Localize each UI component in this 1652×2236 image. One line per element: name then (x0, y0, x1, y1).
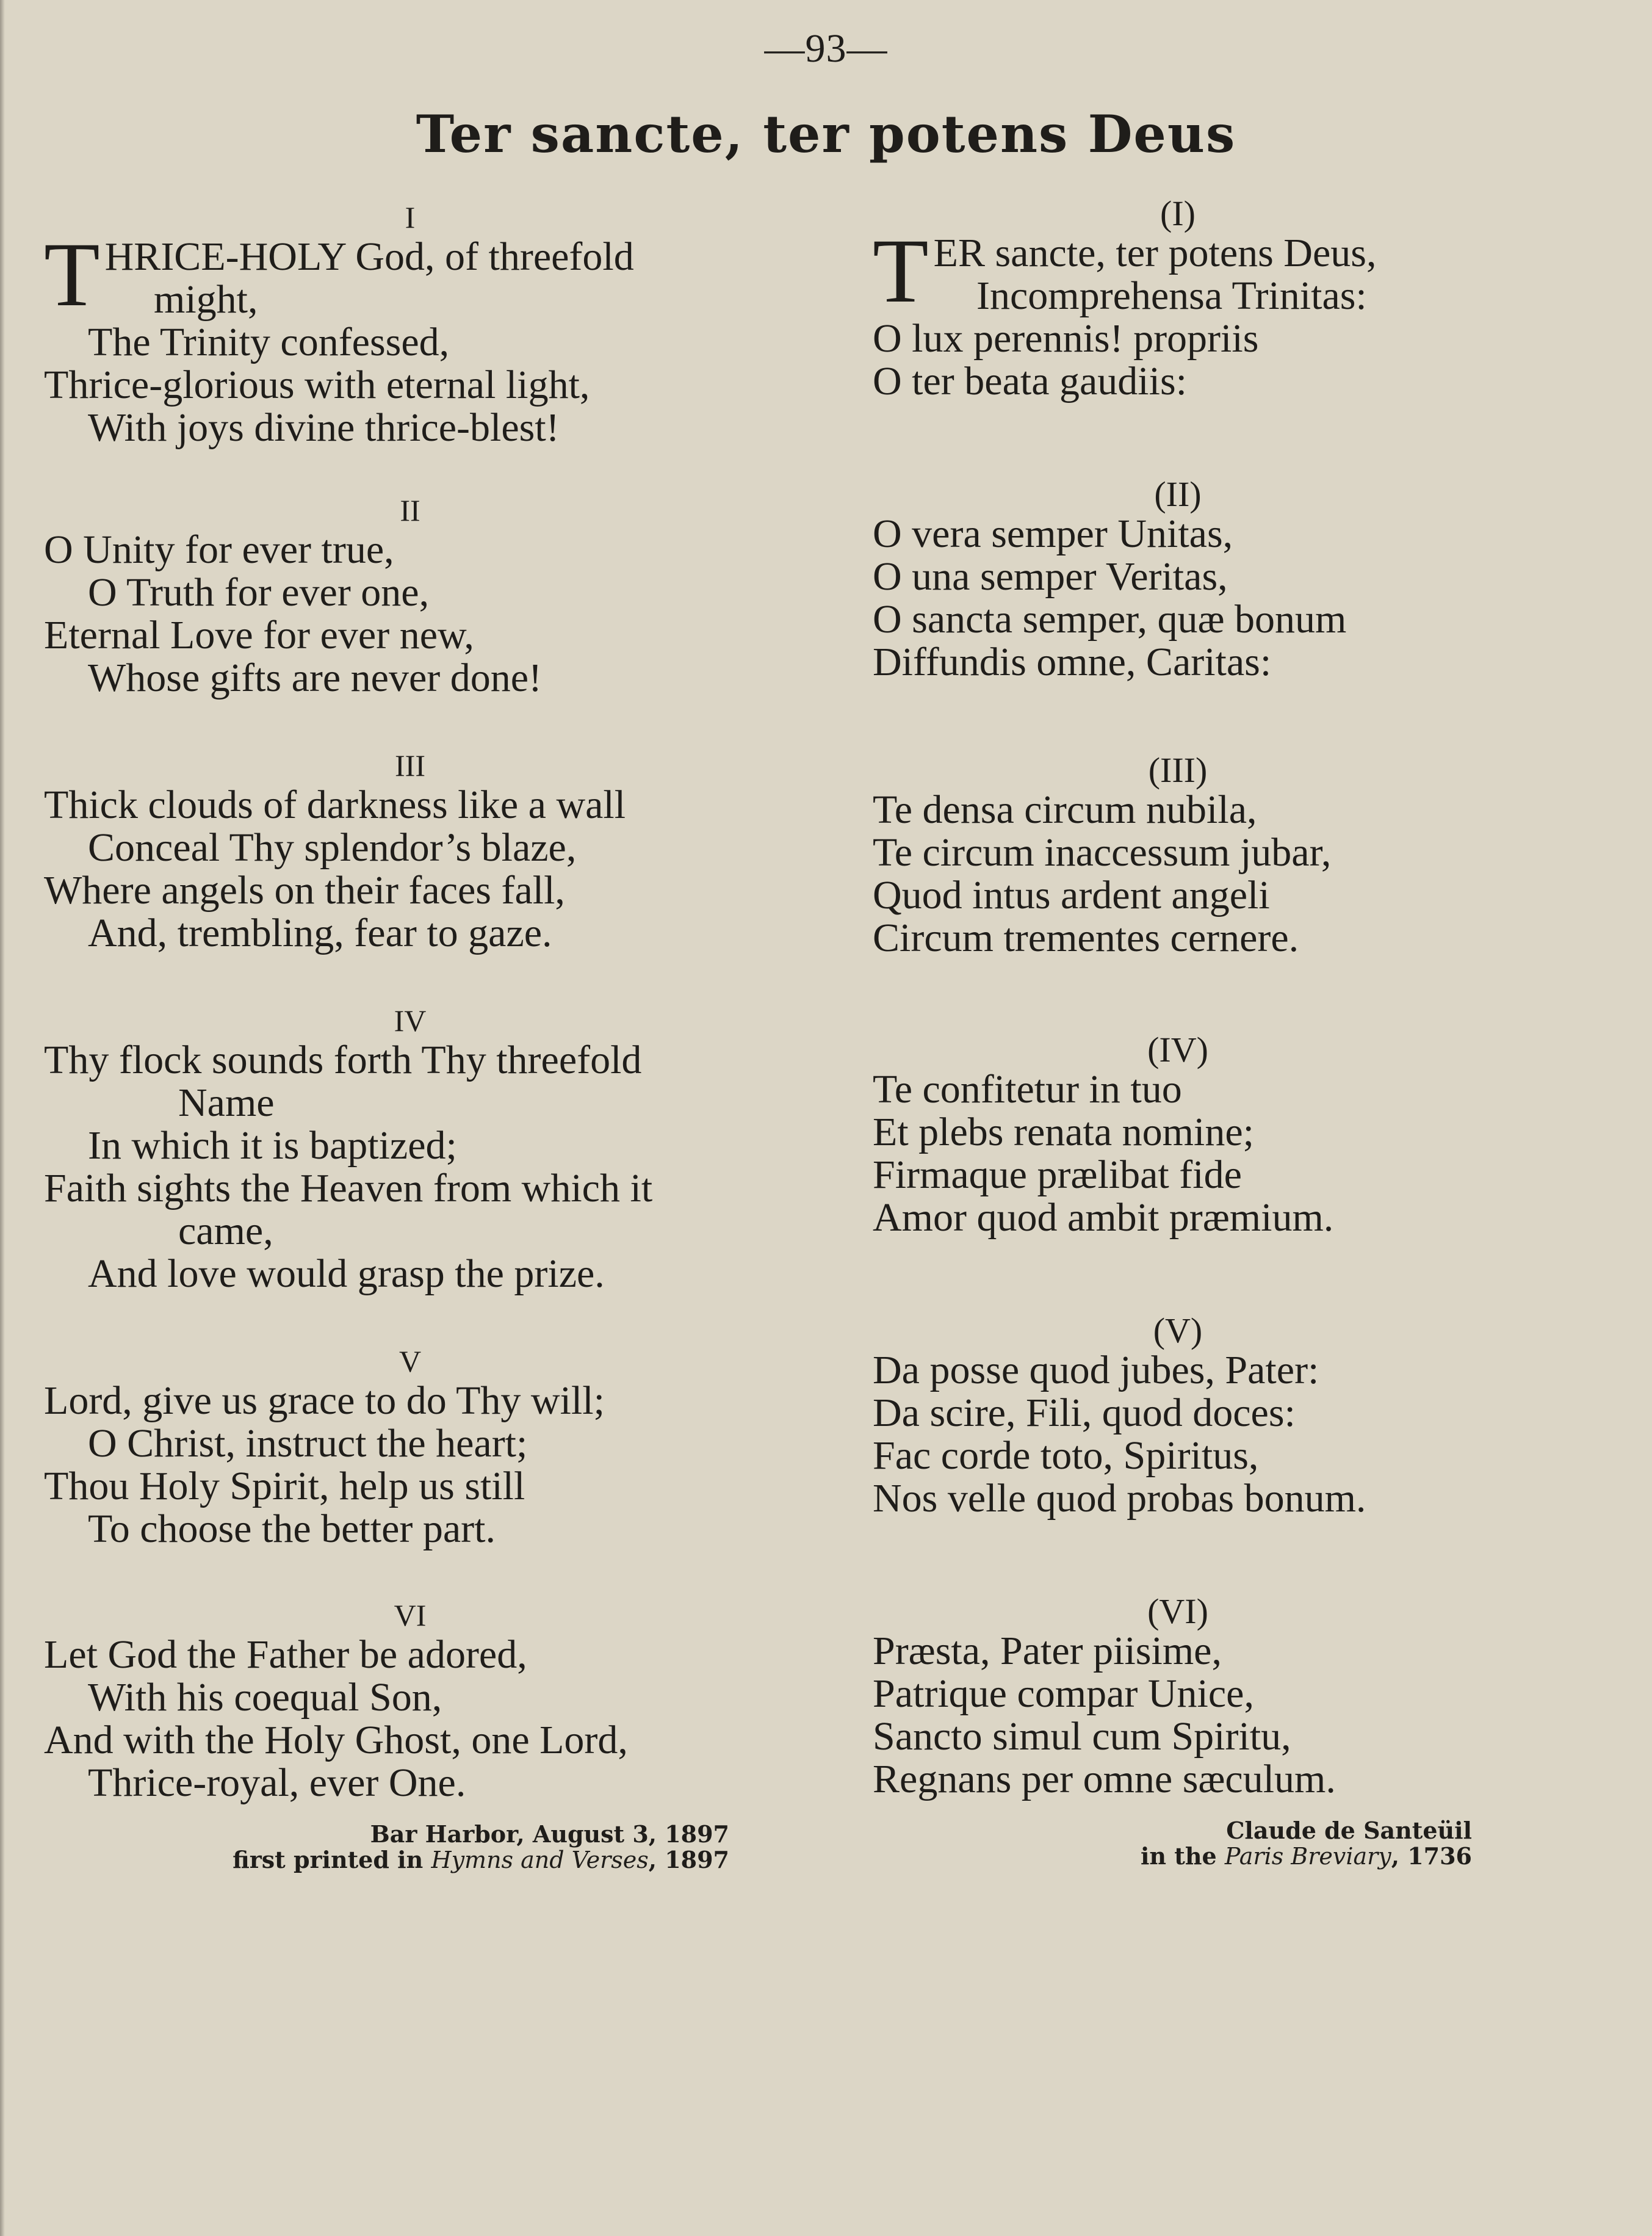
verse-line: Quod intus ardent angeli (873, 873, 1270, 917)
verse-line: And, trembling, fear to gaze. (88, 911, 552, 955)
stanza-numeral: V (399, 1344, 422, 1378)
latin-stanza-6 (873, 1593, 1562, 1801)
stanza-numeral: (III) (1148, 750, 1208, 790)
verse-line: Thick clouds of darkness like a wall (44, 783, 626, 827)
verse-line: Whose gifts are never done! (88, 656, 543, 700)
verse-line: Da scire, Fili, quod doces: (873, 1391, 1296, 1435)
verse-line: O sancta semper, quæ bonum (873, 597, 1347, 642)
drop-cap: T (873, 220, 929, 322)
verse-line: Circum trementes cernere. (873, 916, 1299, 960)
verse-line: Nos velle quod probas bonum. (873, 1476, 1366, 1521)
verse-line: With his coequal Son, (88, 1675, 442, 1720)
verse-line: O Truth for ever one, (88, 570, 430, 615)
verse-line: O lux perennis! propriis (873, 316, 1259, 361)
stanza-numeral: (V) (1153, 1311, 1203, 1350)
latin-stanza-4 (873, 1032, 1562, 1239)
verse-line: Firmaque prælibat fide (873, 1152, 1242, 1197)
attribution-source: first printed in Hymns and Verses, 1897 (233, 1846, 729, 1873)
verse-line: Te densa circum nubila, (873, 787, 1257, 832)
verse-line: O ter beata gaudiis: (873, 359, 1187, 403)
verse-line: O Unity for ever true, (44, 527, 394, 572)
verse-line: Thy flock sounds forth Thy threefold (44, 1038, 642, 1082)
english-stanza-2 (44, 492, 795, 700)
stanza-numeral: (VI) (1147, 1591, 1208, 1631)
verse-line: Where angels on their faces fall, (44, 868, 565, 913)
verse-line: Amor quod ambit præmium. (873, 1195, 1334, 1240)
verse-line: And love would grasp the prize. (88, 1251, 605, 1296)
verse-line: Thou Holy Spirit, help us still (44, 1464, 525, 1508)
page-edge (0, 0, 5, 2236)
verse-line: Diffundis omne, Caritas: (873, 640, 1272, 684)
drop-cap: T (44, 224, 100, 325)
attribution-source: in the Paris Breviary, 1736 (1140, 1842, 1472, 1870)
verse-line-text: ER sancte, ter potens Deus, (933, 231, 1377, 275)
english-stanza-3 (44, 747, 795, 955)
latin-stanza-1 (873, 195, 1562, 403)
english-stanza-1 (44, 199, 795, 449)
verse-line: might, (154, 277, 258, 322)
hymn-title: Ter sancte, ter potens Deus (416, 104, 1236, 164)
stanza-numeral: VI (394, 1598, 427, 1632)
stanza-numeral: I (405, 200, 416, 234)
stanza-numeral: (IV) (1147, 1030, 1208, 1069)
verse-line: Præsta, Pater piisime, (873, 1629, 1222, 1673)
verse-line: Thrice-royal, ever One. (88, 1760, 466, 1805)
verse-line: Et plebs renata nomine; (873, 1110, 1254, 1154)
verse-line: Te circum inaccessum jubar, (873, 830, 1332, 875)
verse-line: In which it is baptized; (88, 1123, 457, 1168)
verse-line: And with the Holy Ghost, one Lord, (44, 1718, 628, 1762)
english-stanza-4 (44, 1002, 795, 1295)
attribution-author: Claude de Santeüil (1226, 1817, 1472, 1844)
verse-line: Regnans per omne sæculum. (873, 1757, 1336, 1801)
verse-line: Let God the Father be adored, (44, 1632, 527, 1677)
page-number: —93— (764, 26, 888, 71)
english-stanza-5 (44, 1343, 795, 1550)
stanza-numeral: III (395, 748, 425, 783)
stanza-numeral: (II) (1154, 474, 1202, 514)
verse-line-text: HRICE-HOLY God, of threefold (104, 234, 634, 279)
latin-attribution (1037, 1818, 1472, 1869)
latin-stanza-2 (873, 476, 1562, 684)
verse-line: Fac corde toto, Spiritus, (873, 1433, 1259, 1478)
english-stanza-6 (44, 1597, 795, 1804)
verse-line: Conceal Thy splendor’s blaze, (88, 825, 577, 870)
verse-line: came, (178, 1209, 273, 1253)
stanza-numeral: IV (394, 1004, 427, 1038)
verse-line: To choose the better part. (88, 1507, 496, 1551)
verse-line: O una semper Veritas, (873, 554, 1228, 599)
verse-line: Sancto simul cum Spiritu, (873, 1714, 1291, 1759)
attribution-place-date: Bar Harbor, August 3, 1897 (370, 1820, 729, 1848)
verse-line: Incomprehensa Trinitas: (976, 273, 1367, 318)
verse-line: With joys divine thrice-blest! (88, 405, 560, 450)
verse-line: Lord, give us grace to do Thy will; (44, 1378, 605, 1423)
verse-line: O vera semper Unitas, (873, 512, 1233, 556)
latin-stanza-3 (873, 752, 1562, 960)
verse-line: Faith sights the Heaven from which it (44, 1166, 653, 1210)
verse-line: The Trinity confessed, (88, 320, 450, 364)
verse-line: Name (178, 1080, 275, 1125)
verse-line: Eternal Love for ever new, (44, 613, 474, 657)
stanza-numeral: II (400, 493, 420, 527)
latin-stanza-5 (873, 1312, 1562, 1520)
stanza-numeral: (I) (1160, 194, 1196, 233)
verse-line: Da posse quod jubes, Pater: (873, 1348, 1319, 1392)
verse-line: Patrique compar Unice, (873, 1671, 1254, 1716)
verse-line: O Christ, instruct the heart; (88, 1421, 528, 1466)
verse-line: Thrice-glorious with eternal light, (44, 363, 590, 407)
english-attribution (183, 1822, 729, 1873)
verse-line: Te confitetur in tuo (873, 1067, 1182, 1112)
